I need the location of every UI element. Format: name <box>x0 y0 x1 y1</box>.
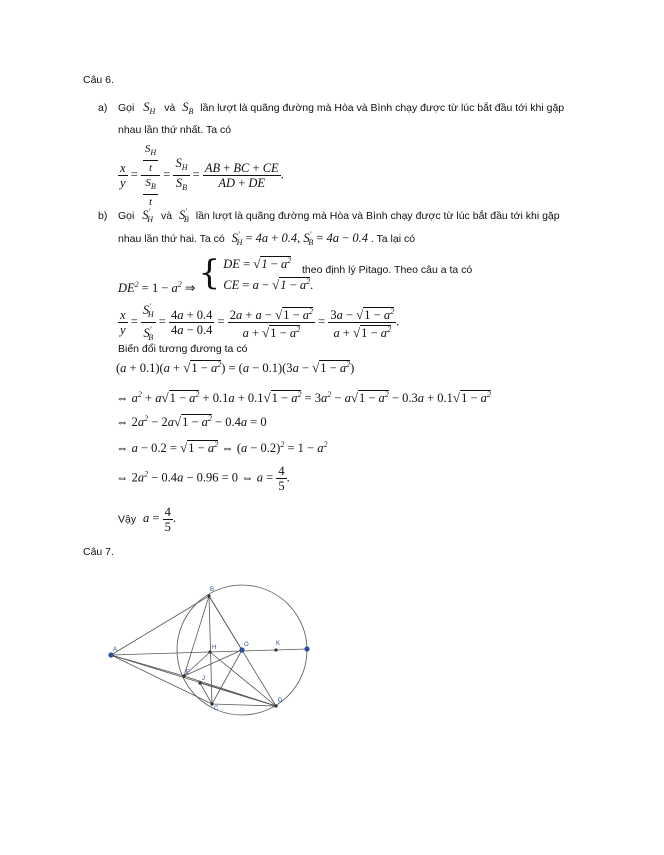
equation-ratio-second-meeting: $\frac{x}{y}$ = $\frac{S'_H}{S'_B}$ = $\frac{4a + 0.4}{4a - 0.4}$ = $\frac{2a + a - √1 - a^2}{a + √1 - a^2}$ = $\frac{3a - √1 - a^2}{a + √1 - a^2}$ . <box>120 302 400 342</box>
figure-labels <box>113 587 283 712</box>
conclusion: Vậy a = $\frac{4}{5}$ . <box>118 505 176 534</box>
equation-step-4: ⇔ $a - 0.2 = √1 - a^2$ ⇔ $(a - 0.2)^2 = 1 - a^2$ <box>116 440 328 455</box>
part-a-marker: a) <box>98 102 108 114</box>
question-7-heading: Câu 7. <box>83 546 114 558</box>
question-6-heading: Câu 6. <box>83 74 114 86</box>
part-a-line-2: nhau lần thứ nhất. Ta có <box>118 124 232 136</box>
point-end <box>304 646 309 651</box>
point-a <box>108 652 113 657</box>
equation-step-5: ⇔ $2a^2 - 0.4a - 0.96 = 0$ ⇔ a = $\frac{4}{5}$ . <box>116 464 290 493</box>
label-o: O <box>244 642 249 648</box>
label-h: H <box>212 645 217 651</box>
label-d: D <box>278 698 283 704</box>
equation-step-2: ⇔ $a^2 + a√1 - a^2 + 0.1a + 0.1√1 - a^2 = 3a^2 - a√1 - a^2 - 0.3a + 0.1√1 - a^2$ <box>116 390 491 405</box>
part-b-line-1: Gọi $S'_H$ và $S'_B$ lần lượt là quãng đường mà Hòa và Bình chạy được từ lúc bắt đầu tới khi gặp <box>118 207 560 224</box>
label-j: J <box>202 676 205 682</box>
label-k: K <box>276 641 281 647</box>
part-b-marker: b) <box>98 210 108 222</box>
part-a-line-1: Gọi $S_H$ và $S_B$ lần lượt là quãng đường mà Hòa và Bình chạy được từ lúc bắt đầu tới khi gặp <box>118 100 565 116</box>
label-b: B <box>210 587 215 593</box>
label-c: C <box>214 706 219 712</box>
part-b-line-2: nhau lần thứ hai. Ta có $S'_H = 4a + 0.4$, $S'_B = 4a - 0.4$ . Ta lại có <box>118 230 416 247</box>
point-o <box>239 647 244 652</box>
equation-pythagoras-system: $DE^2 = 1 - a^2$ ⇒ { DE = $√1 - a^2$ CE = $a - √1 - a^2$. <box>118 253 314 295</box>
equation-step-1: $(a + 0.1)(a + √1 - a^2) = (a - 0.1)(3a - √1 - a^2)$ <box>116 360 355 375</box>
pythagoras-note: theo định lý Pitago. Theo câu a ta có <box>302 264 473 276</box>
label-e: E <box>186 670 191 676</box>
equation-ratio-first-meeting: $\frac{x}{y}$ = $\frac{\frac{S_H}{t}}{\frac{S_B}{t}}$ = $\frac{S_H}{S_B}$ = $\frac{AB + BC + CE}{AD + DE}$ . <box>120 143 284 208</box>
transform-note: Biến đổi tương đương ta có <box>118 343 248 355</box>
label-a: A <box>113 647 118 653</box>
equation-step-3: ⇔ $2a^2 - 2a√1 - a^2 - 0.4a = 0$ <box>116 414 267 429</box>
figure-lines <box>111 585 307 715</box>
